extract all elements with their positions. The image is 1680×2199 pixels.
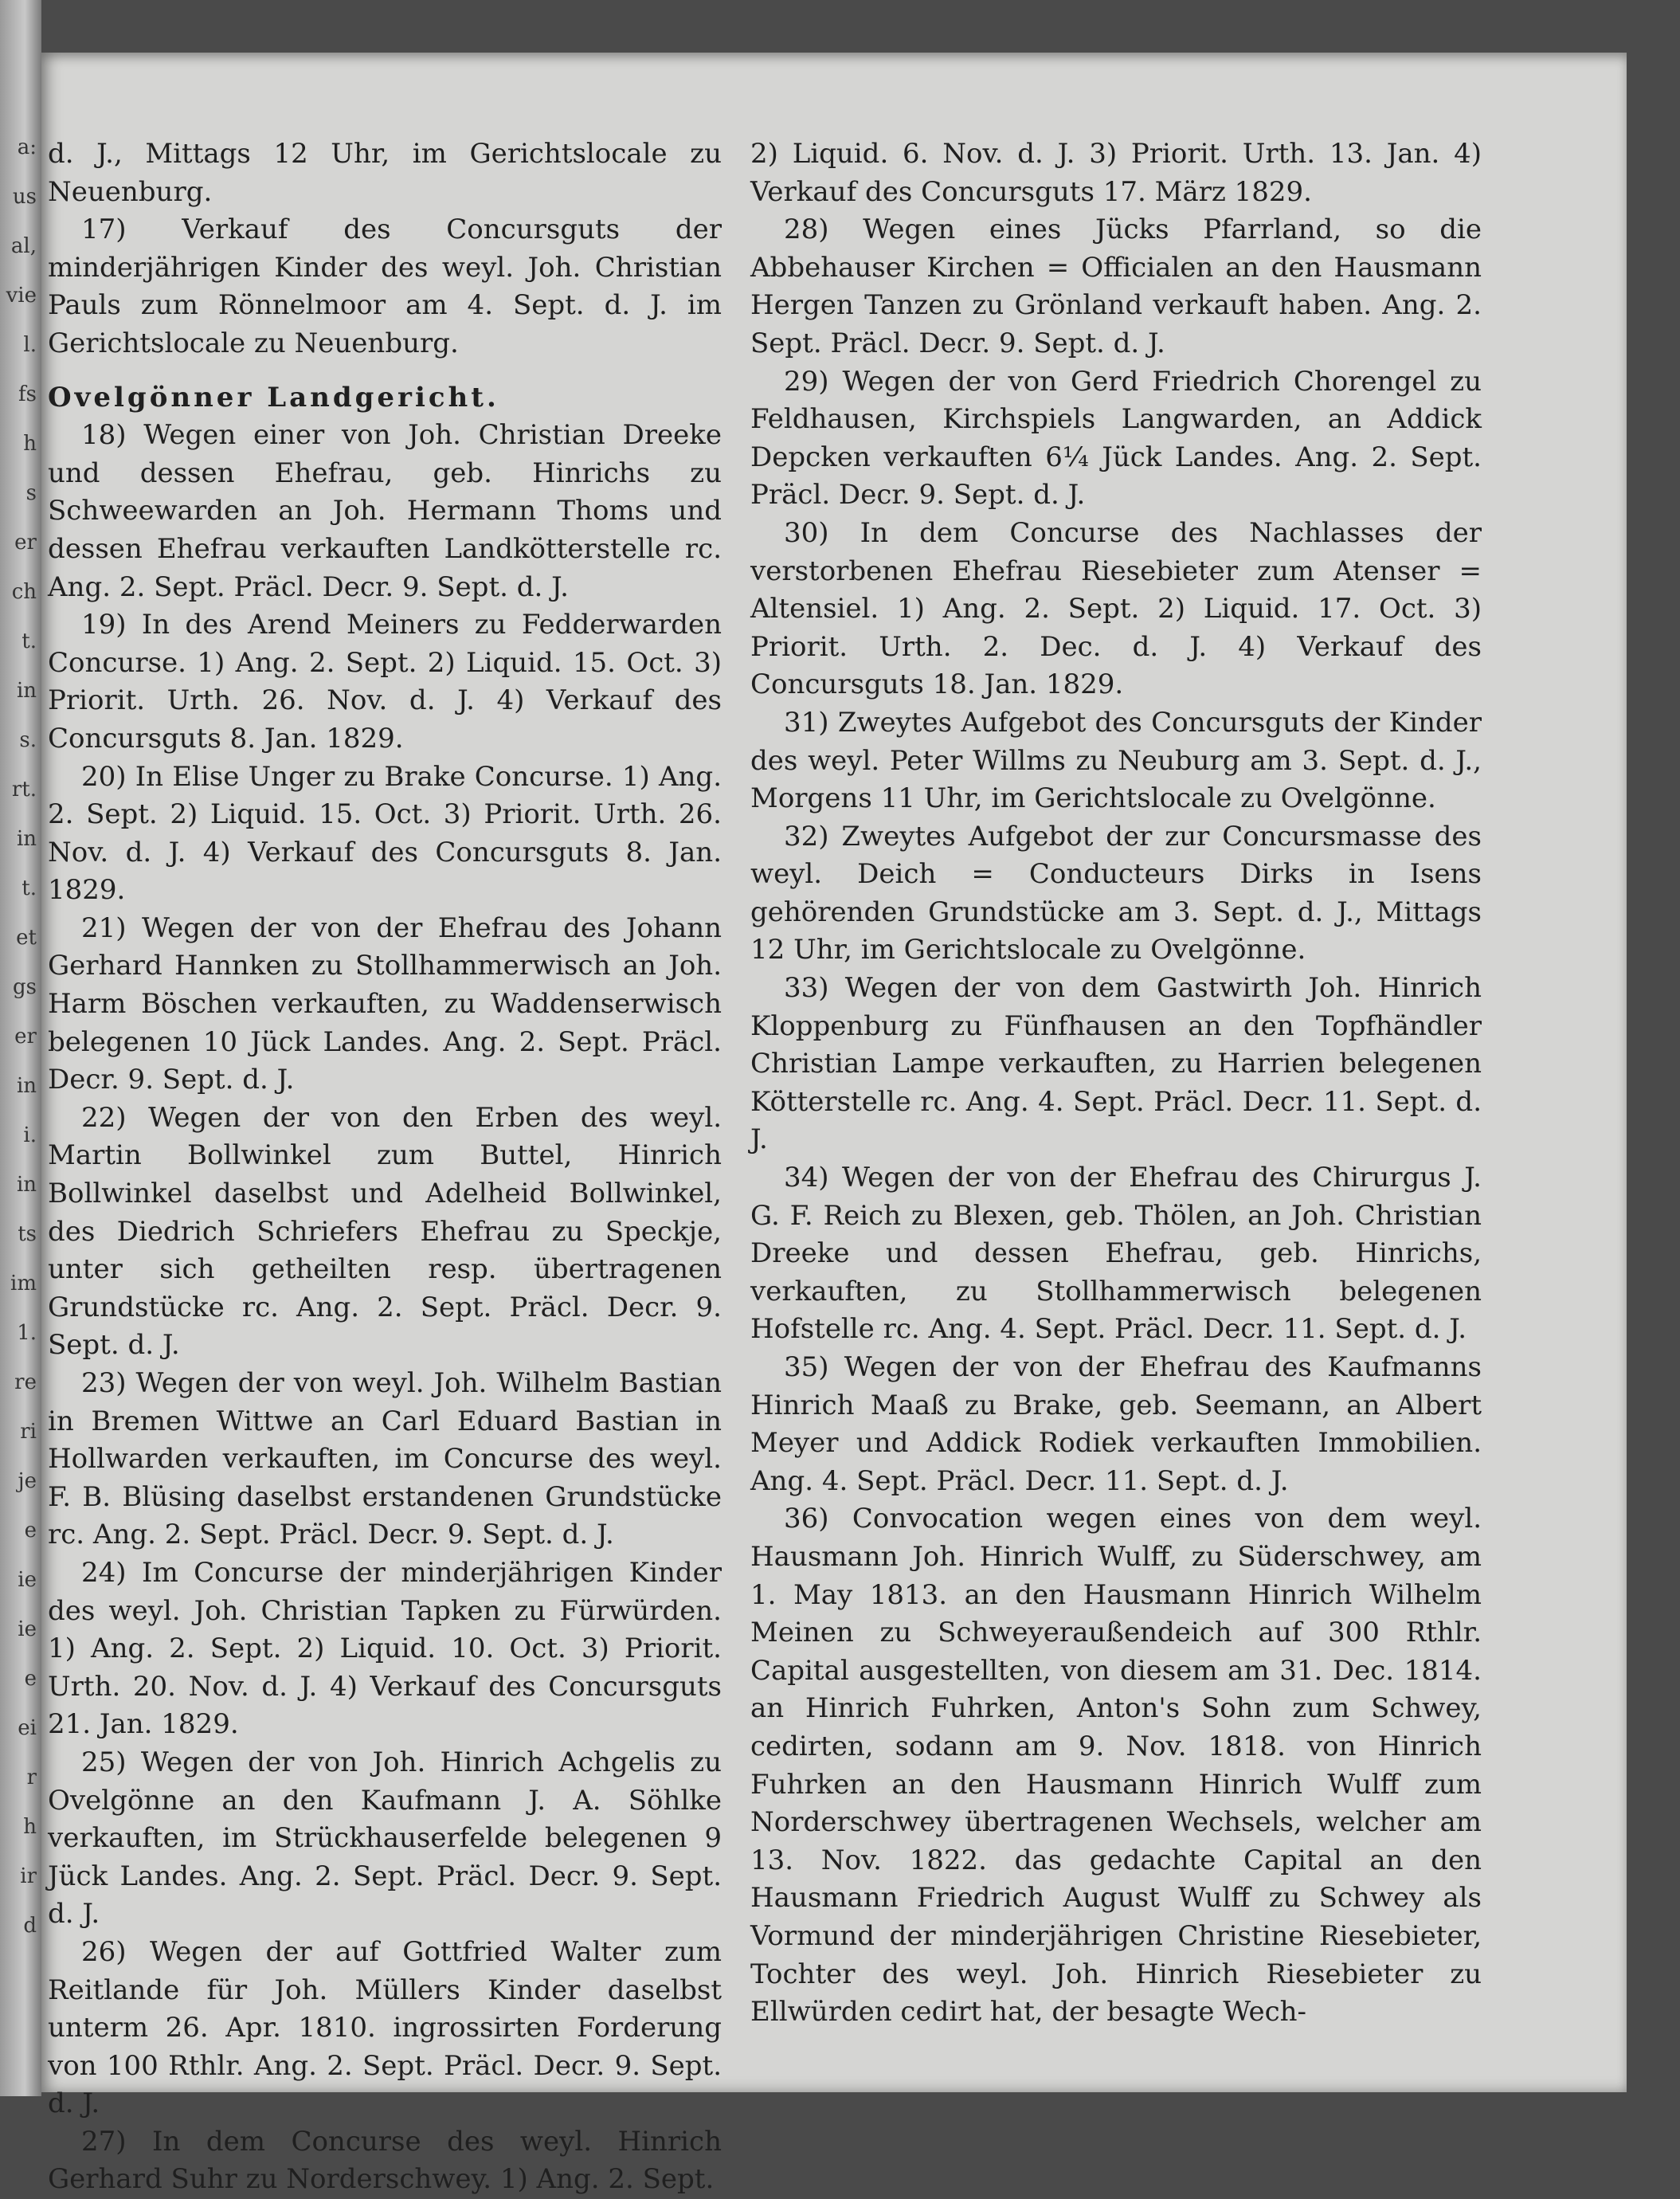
previous-page-fragment: in [16, 679, 37, 703]
previous-page-fragment: a: [17, 135, 37, 159]
previous-page-fragment: ir [20, 1864, 37, 1888]
previous-page-fragment: ie [18, 1568, 37, 1592]
previous-page-fragment: 1. [17, 1321, 37, 1345]
notice-entry: 28) Wegen eines Jücks Pfarrland, so die Abbehauser Kirchen = Officialen an den Hausmann Hergen Tanzen zu Grönland verkauft haben. Ang. 2. Sept. Präcl. Decr. 9. Sept. d. J. [750, 214, 1482, 359]
notice-entry: 18) Wegen einer von Joh. Christian Dreeke und dessen Ehefrau, geb. Hinrichs zu Schweewarden an Joh. Hermann Thoms und dessen Ehefrau verkauften Landkötterstelle rc. Ang. 2. Sept. Präcl. Decr. 9. Sept. d. J. [48, 419, 722, 603]
previous-page-fragment: us [12, 185, 37, 209]
notice-entry: 36) Convocation wegen eines von dem weyl. Hausmann Joh. Hinrich Wulff, zu Süderschwey, am 1. May 1813. an den Hausmann Hinrich Wilhelm Meinen zu Schweyeraußendeich auf 300 Rthlr. Capital ausgestellten, von diesem am 31. Dec. 1814. an Hinrich Fuhrken, Anton's Sohn zum Schwey, cedirten, sodann am 9. Nov. 1818. von Hinrich Fuhrken an den Hausmann Hinrich Wulff zum Norderschwey übertragenen Wechsels, welcher am 13. Nov. 1822. das gedachte Capital an den Hausmann Friedrich August Wulff zu Schwey als Vormund der minderjährigen Christine Riesebieter, Tochter des weyl. Joh. Hinrich Riesebieter zu Ellwürden cedirt hat, der besagte Wech- [750, 1503, 1482, 2028]
previous-page-edge [0, 0, 41, 2096]
previous-page-fragment: e [24, 1519, 37, 1542]
notice-entry: 33) Wegen der von dem Gastwirth Joh. Hinrich Kloppenburg zu Fünfhausen an den Topfhändler Christian Lampe verkauften, zu Harrien belegenen Kötterstelle rc. Ang. 4. Sept. Präcl. Decr. 11. Sept. d. J. [750, 972, 1482, 1156]
right-column [750, 135, 1482, 2032]
notice-entry: 27) In dem Concurse des weyl. Hinrich Gerhard Suhr zu Norderschwey. 1) Ang. 2. Sept. [48, 2125, 722, 2196]
previous-page-fragment: ch [11, 580, 37, 604]
previous-page-fragment: er [14, 1025, 37, 1049]
previous-page-fragment: h [23, 1815, 37, 1839]
previous-page-fragment: je [18, 1469, 37, 1493]
previous-page-fragment: l. [23, 333, 37, 357]
previous-page-fragment: i. [23, 1123, 37, 1147]
previous-page-fragment: ie [18, 1617, 37, 1641]
notice-entry: 21) Wegen der von der Ehefrau des Johann Gerhard Hannken zu Stollhammerwisch an Joh. Harm Böschen verkauften, zu Waddenserwisch belegenen 10 Jück Landes. Ang. 2. Sept. Präcl. Decr. 9. Sept. d. J. [48, 911, 722, 1096]
notice-entry: 32) Zweytes Aufgebot der zur Concursmasse des weyl. Deich = Conducteurs Dirks in Isens gehörenden Grundstücke am 3. Sept. d. J., Mittags 12 Uhr, im Gerichtslocale zu Ovelgönne. [750, 820, 1482, 966]
previous-page-fragment: vie [6, 284, 37, 308]
previous-page-fragment: im [10, 1272, 37, 1295]
notice-entry: 19) In des Arend Meiners zu Fedderwarden Concurse. 1) Ang. 2. Sept. 2) Liquid. 15. Oct. 3) Priorit. Urth. 26. Nov. d. J. 4) Verkauf des Concursguts 8. Jan. 1829. [48, 609, 722, 755]
previous-page-fragment: in [16, 1074, 37, 1098]
previous-page-fragment: in [16, 1173, 37, 1197]
previous-page-fragment: in [16, 827, 37, 851]
notice-entry: 23) Wegen der von weyl. Joh. Wilhelm Bastian in Bremen Wittwe an Carl Eduard Bastian in Hollwarden verkauften, im Concurse des weyl. F. B. Blüsing daselbst erstandenen Grundstücke rc. Ang. 2. Sept. Präcl. Decr. 9. Sept. d. J. [48, 1367, 722, 1551]
previous-page-fragment: t. [22, 876, 37, 900]
notice-entry: 20) In Elise Unger zu Brake Concurse. 1) Ang. 2. Sept. 2) Liquid. 15. Oct. 3) Priorit. Urth. 26. Nov. d. J. 4) Verkauf des Concursguts 8. Jan. 1829. [48, 760, 722, 907]
notice-entry: 2) Liquid. 6. Nov. d. J. 3) Priorit. Urth. 13. Jan. 4) Verkauf des Concursguts 17. März 1829. [750, 138, 1482, 208]
previous-page-fragment: ri [20, 1420, 37, 1444]
previous-page-fragment: er [14, 531, 37, 555]
notice-entry: 35) Wegen der von der Ehefrau des Kaufmanns Hinrich Maaß zu Brake, geb. Seemann, an Albert Meyer und Addick Rodiek verkauften Immobilien. Ang. 4. Sept. Präcl. Decr. 11. Sept. d. J. [750, 1351, 1482, 1497]
notice-entry: 24) Im Concurse der minderjährigen Kinder des weyl. Joh. Christian Tapken zu Fürwürden. 1) Ang. 2. Sept. 2) Liquid. 10. Oct. 3) Priorit. Urth. 20. Nov. d. J. 4) Verkauf des Concursguts 21. Jan. 1829. [48, 1556, 722, 1741]
previous-page-fragment: t. [22, 629, 37, 653]
previous-page-fragment: ei [18, 1716, 37, 1740]
previous-page-fragment: al, [10, 234, 37, 258]
previous-page-fragment: h [23, 432, 37, 456]
previous-page-fragment: gs [13, 975, 37, 999]
previous-page-fragment: e [24, 1667, 37, 1691]
previous-page-fragment: r [26, 1766, 37, 1789]
previous-page-fragment: et [16, 926, 37, 950]
previous-page-fragment: ts [18, 1222, 37, 1246]
notice-entry: 22) Wegen der von den Erben des weyl. Martin Bollwinkel zum Buttel, Hinrich Bollwinkel daselbst und Adelheid Bollwinkel, des Diedrich Schriefers Ehefrau zu Speckje, unter sich getheilten resp. übertragenen Grundstücke rc. Ang. 2. Sept. Präcl. Decr. 9. Sept. d. J. [48, 1101, 722, 1362]
notice-entry: d. J., Mittags 12 Uhr, im Gerichtslocale zu Neuenburg. [48, 138, 722, 208]
notice-entry: 29) Wegen der von Gerd Friedrich Chorengel zu Feldhausen, Kirchspiels Langwarden, an Addick Depcken verkauften 6¼ Jück Landes. Ang. 2. Sept. Präcl. Decr. 9. Sept. d. J. [750, 365, 1482, 512]
previous-page-fragment: s [25, 481, 37, 505]
notice-entry: 17) Verkauf des Concursguts der minderjährigen Kinder des weyl. Joh. Christian Pauls zum Rönnelmoor am 4. Sept. d. J. im Gerichtslocale zu Neuenburg. [48, 214, 722, 359]
previous-page-fragment: s. [19, 728, 37, 752]
section-heading: Ovelgönner Landgericht. [48, 381, 499, 414]
page [41, 53, 1627, 2196]
notice-entry: 31) Zweytes Aufgebot des Concursguts der Kinder des weyl. Peter Willms zu Neuburg am 3. Sept. d. J., Morgens 11 Uhr, im Gerichtslocale zu Ovelgönne. [750, 706, 1482, 815]
previous-page-fragment: d [23, 1914, 37, 1938]
notice-entry: 34) Wegen der von der Ehefrau des Chirurgus J. G. F. Reich zu Blexen, geb. Thölen, an Joh. Christian Dreeke und dessen Ehefrau, geb. Hinrichs, verkauften, zu Stollhammerwisch belegenen Hofstelle rc. Ang. 4. Sept. Präcl. Decr. 11. Sept. d. J. [750, 1162, 1482, 1346]
left-column [48, 135, 722, 2199]
notice-entry: 30) In dem Concurse des Nachlasses der verstorbenen Ehefrau Riesebieter zum Atenser = Altensiel. 1) Ang. 2. Sept. 2) Liquid. 17. Oct. 3) Priorit. Urth. 2. Dec. d. J. 4) Verkauf des Concursguts 18. Jan. 1829. [750, 516, 1482, 701]
previous-page-fragment: rt. [11, 778, 37, 802]
previous-page-fragment: re [14, 1370, 37, 1394]
previous-page-fragment: fs [18, 382, 37, 406]
notice-entry: 26) Wegen der auf Gottfried Walter zum Reitlande für Joh. Müllers Kinder daselbst unterm 26. Apr. 1810. ingrossirten Forderung von 100 Rthlr. Ang. 2. Sept. Präcl. Decr. 9. Sept. d. J. [48, 1935, 722, 2120]
notice-entry: 25) Wegen der von Joh. Hinrich Achgelis zu Ovelgönne an den Kaufmann J. A. Söhlke verkauften, im Strückhauserfelde belegenen 9 Jück Landes. Ang. 2. Sept. Präcl. Decr. 9. Sept. d. J. [48, 1746, 722, 1930]
